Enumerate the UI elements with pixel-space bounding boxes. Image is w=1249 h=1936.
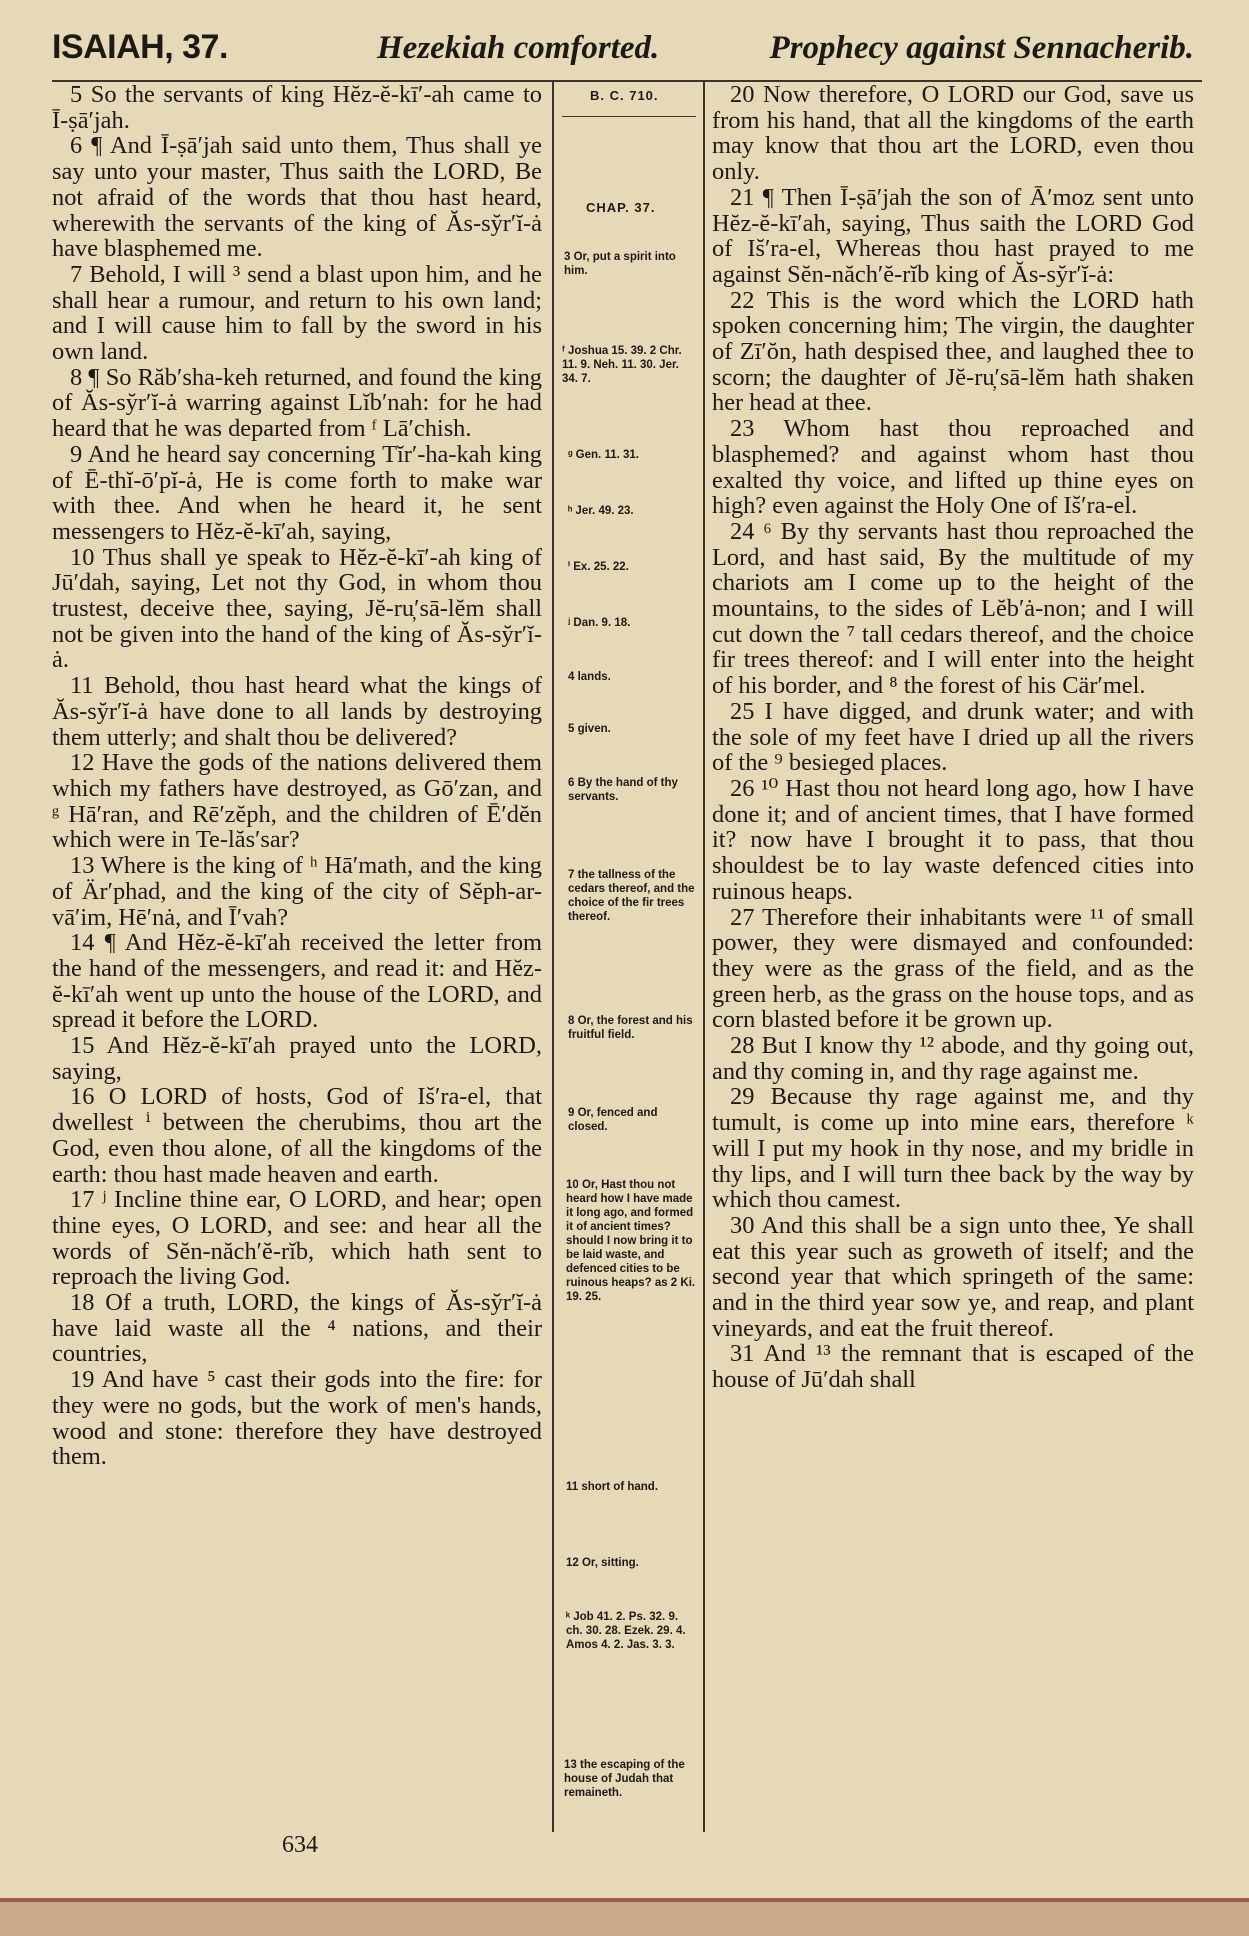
margin-note: 5 given. <box>568 723 611 735</box>
verse-6: 6 ¶ And Ī-ṣā′jah said unto them, Thus shall ye say unto your master, Thus saith the LORD, Be not afraid of the words that thou hast heard, wherewith the servants of the king of Ăs-sy̆r′ĭ-ȧ have blasphemed me. <box>52 132 542 263</box>
verse-16: 16 O LORD of hosts, God of Is̆′ra-el, that dwellest ⁱ between the cherubims, thou art the God, even thou alone, of all the kingdoms of the earth: thou hast made heaven and earth. <box>52 1083 542 1188</box>
margin-note: 6 By the hand of thy servants. <box>568 777 678 803</box>
verse-31: 31 And ¹³ the remnant that is escaped of the house of Jū′dah shall <box>712 1340 1194 1394</box>
verse-21: 21 ¶ Then Ī-ṣā′jah the son of Ā′moz sent unto Hĕz-ĕ-kī′ah, saying, Thus saith the LORD God of Is̆′ra-el, Whereas thou hast prayed to me against Sĕn-năch′ĕ-rĭb king of Ăs-sy̆r′ĭ-ȧ: <box>712 183 1194 288</box>
right-text-column <box>712 82 1194 1393</box>
margin-note: 8 Or, the forest and his fruitful field. <box>568 1015 693 1041</box>
margin-note: ʲ Dan. 9. 18. <box>568 617 631 629</box>
verse-10: 10 Thus shall ye speak to Hĕz-ĕ-kī′-ah king of Jū′dah, saying, Let not thy God, in whom thou trustest, deceive thee, saying, Jĕ-ru̦′sā-lĕm shall not be given into the hand of the king of Ăs-sy̆r′ĭ-ȧ. <box>52 543 542 674</box>
running-header <box>52 22 1202 78</box>
verse-12: 12 Have the gods of the nations delivered them which my fathers have destroyed, as Gō′zan, and ᵍ Hā′ran, and Rē′zĕph, and the children of Ē′dĕn which were in Te-lăs′sar? <box>52 749 542 854</box>
verse-18: 18 Of a truth, LORD, the kings of Ăs-sy̆r′ĭ-ȧ have laid waste all the ⁴ nations, and their countries, <box>52 1289 542 1368</box>
verse-23: 23 Whom hast thou reproached and blasphemed? and against whom hast thou exalted thy voice, and lifted up thine eyes on high? even against the Holy One of Is̆′ra-el. <box>712 415 1194 520</box>
margin-note: 13 the escaping of the house of Judah that remaineth. <box>564 1759 685 1799</box>
verse-5: 5 So the servants of king Hĕz-ĕ-kī′-ah came to Ī-ṣā′jah. <box>52 81 542 134</box>
margin-note: 11 short of hand. <box>566 1481 659 1493</box>
verse-20: 20 Now therefore, O LORD our God, save us from his hand, that all the kingdoms of the earth may know that thou art the LORD, even thou only. <box>712 81 1194 186</box>
header-topic-left: Hezekiah comforted. <box>377 30 660 66</box>
verse-11: 11 Behold, thou hast heard what the kings of Ăs-sy̆r′ĭ-ȧ have done to all lands by destroying them utterly; and shalt thou be delivered? <box>52 672 542 751</box>
verse-27: 27 Therefore their inhabitants were ¹¹ of small power, they were dismayed and confounded: they were as the grass of the field, and as the green herb, as the grass on the house tops, and as corn blasted before it be grown up. <box>712 903 1194 1034</box>
margin-note: ʰ Jer. 49. 23. <box>568 505 634 517</box>
header-topic-right: Prophecy against Sennacherib. <box>769 30 1194 66</box>
column-divider-left <box>552 82 554 1832</box>
page-number: 634 <box>282 1832 318 1858</box>
verse-13: 13 Where is the king of ʰ Hā′math, and the king of Är′phad, and the king of the city of Sĕph-ar-vā′im, Hē′nȧ, and Ī′vah? <box>52 852 542 931</box>
left-text-column <box>52 82 542 1470</box>
verse-19: 19 And have ⁵ cast their gods into the fire: for they were no gods, but the work of men's hands, wood and stone: therefore they have destroyed them. <box>52 1366 542 1471</box>
verse-15: 15 And Hĕz-ĕ-kī′ah prayed unto the LORD, saying, <box>52 1032 542 1085</box>
margin-note: 10 Or, Hast thou not heard how I have made it long ago, and formed it of ancient times? should I now bring it to be laid waste, and defenced cities to be ruinous heaps? as 2 Ki. 19. 25. <box>566 1179 696 1303</box>
margin-note: ⁱ Ex. 25. 22. <box>568 561 629 573</box>
verse-24: 24 ⁶ By thy servants hast thou reproached the Lord, and hast said, By the multitude of my chariots am I come up to the height of the mountains, to the sides of Lĕb′ȧ-non; and I will cut down the ⁷ tall cedars thereof, and the choice fir trees thereof: and I will enter into the height of his border, and ⁸ the forest of his Cär′mel. <box>712 517 1194 700</box>
margin-chapter: CHAP. 37. <box>586 200 656 215</box>
book-chapter-title: ISAIAH, 37. <box>52 28 228 66</box>
margin-note: ᵍ Gen. 11. 31. <box>568 449 639 461</box>
marginal-references <box>558 82 700 1832</box>
column-divider-right <box>703 82 705 1832</box>
margin-date-rule <box>562 116 696 117</box>
margin-note: ᵏ Job 41. 2. Ps. 32. 9. ch. 30. 28. Ezek. 29. 4. Amos 4. 2. Jas. 3. 3. <box>566 1611 686 1651</box>
margin-note: 7 the tallness of the cedars thereof, and the choice of the fir trees thereof. <box>568 869 695 923</box>
verse-9: 9 And he heard say concerning Tĭr′-ha-kah king of Ē-thĭ-ō′pĭ-ȧ, He is come forth to make war with thee. And when he heard it, he sent messengers to Hĕz-ĕ-kī′ah, saying, <box>52 440 542 545</box>
verse-29: 29 Because thy rage against me, and thy tumult, is come up into mine ears, therefore ᵏ will I put my hook in thy nose, and my bridle in thy lips, and I will turn thee back by the way by which thou camest. <box>712 1083 1194 1214</box>
margin-note: 4 lands. <box>568 671 611 683</box>
verse-26: 26 ¹⁰ Hast thou not heard long ago, how I have done it; and of ancient times, that I have formed it? now have I brought it to pass, that thou shouldest be to lay waste defenced cities into ruinous heaps. <box>712 774 1194 905</box>
page-bottom-band <box>0 1902 1249 1936</box>
verse-17: 17 ʲ Incline thine ear, O LORD, and hear; open thine eyes, O LORD, and see: and hear all the words of Sĕn-năch′ĕ-rĭb, which hath sent to reproach the living God. <box>52 1186 542 1291</box>
verse-28: 28 But I know thy ¹² abode, and thy going out, and thy coming in, and thy rage against me. <box>712 1032 1194 1085</box>
verse-14: 14 ¶ And Hĕz-ĕ-kī′ah received the letter from the hand of the messengers, and read it: and Hĕz-ĕ-kī′ah went up unto the house of the LORD, and spread it before the LORD. <box>52 929 542 1034</box>
margin-note: 12 Or, sitting. <box>566 1557 639 1569</box>
margin-date: B. C. 710. <box>590 88 659 103</box>
margin-note: ᶠ Joshua 15. 39. 2 Chr. 11. 9. Neh. 11. 30. Jer. 34. 7. <box>562 345 682 385</box>
verse-25: 25 I have digged, and drunk water; and with the sole of my feet have I dried up all the rivers of the ⁹ besieged places. <box>712 697 1194 777</box>
verse-7: 7 Behold, I will ³ send a blast upon him, and he shall hear a rumour, and return to his own land; and I will cause him to fall by the sword in his own land. <box>52 260 542 366</box>
verse-8: 8 ¶ So Răb′sha-keh returned, and found the king of Ăs-sy̆r′ĭ-ȧ warring against Lĭb′nah: for he had heard that he was departed from ᶠ Lā′chish. <box>52 363 542 443</box>
verse-22: 22 This is the word which the LORD hath spoken concerning him; The virgin, the daughter of Zī′ŏn, hath despised thee, and laughed thee to scorn; the daughter of Jĕ-ru̦′sā-lĕm hath shaken her head at thee. <box>712 286 1194 417</box>
margin-note: 9 Or, fenced and closed. <box>568 1107 658 1133</box>
margin-note: 3 Or, put a spirit into him. <box>564 251 676 277</box>
verse-30: 30 And this shall be a sign unto thee, Ye shall eat this year such as groweth of itself; and the second year that which springeth of the same: and in the third year sow ye, and reap, and plant vineyards, and eat the fruit thereof. <box>712 1211 1194 1342</box>
